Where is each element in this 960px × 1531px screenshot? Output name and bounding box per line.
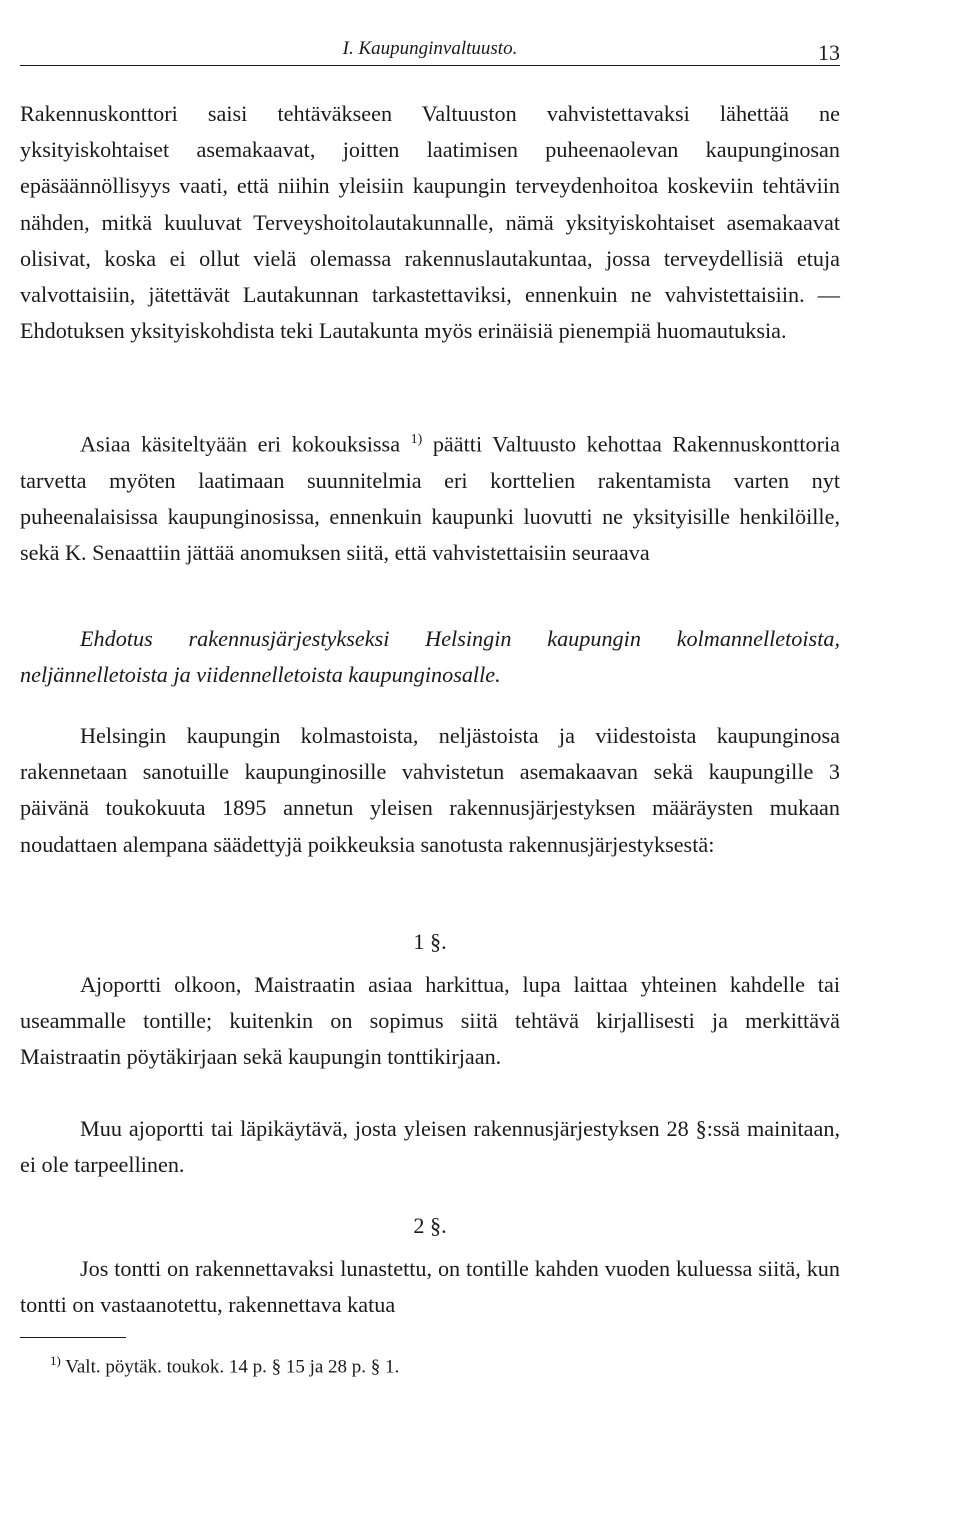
paragraph-6-text: Jos tontti on rakennettavaksi lunastettu, on tontille kahden vuoden kuluessa siitä, kun tontti on vastaanotettu, rakennettava katua [20,1256,840,1318]
paragraph-4 [20,967,840,1076]
footnote-rule [20,1337,126,1338]
section-heading-2: 2 §. [413,1213,447,1238]
paragraph-2-text-start: Asiaa käsiteltyään eri kokouksissa [80,431,401,457]
paragraph-2-text-end: päätti Valtuusto kehottaa Rakennuskonttoria tarvetta myöten laatimaan suunnitelmia eri korttelien rakentamista varten nyt puheenalaisissa kaupunginosissa, ennenkuin kaupunki luovutti ne yksityisille henkilöille, sekä K. Senaattiin jättää anomuksen siitä, että vahvistettaisiin seuraava [20,431,840,565]
footnote-text: Valt. pöytäk. toukok. 14 p. § 15 ja 28 p. § 1. [60,1356,400,1378]
proposal-title [20,621,840,693]
running-head: I. Kaupunginvaltuusto. [342,38,518,59]
paragraph-5-text: Muu ajoportti tai läpikäytävä, josta yleisen rakennusjärjestyksen 28 §:ssä mainitaan, ei ole tarpeellinen. [20,1116,840,1178]
header-rule [20,65,840,66]
paragraph-5 [20,1111,840,1183]
paragraph-3 [20,718,840,863]
proposal-title-text: Ehdotus rakennusjärjestykseksi Helsingin kaupungin kolmannelletoista, neljännelletoista ja viidennelletoista kaupunginosalle. [20,626,840,688]
footnote [50,1346,399,1382]
section-heading-1: 1 §. [413,929,447,954]
page-number: 13 [818,40,840,65]
footnote-mark: 1) [50,1353,61,1368]
paragraph-1 [20,96,840,349]
paragraph-3-text: Helsingin kaupungin kolmastoista, neljästoista ja viidestoista kaupunginosa rakennetaan sanotuille kaupunginosille vahvistetun asemakaavan sekä kaupungille 3 päivänä toukokuuta 1895 annetun yleisen rakennusjärjestyksen määräysten mukaan noudattaen alempana säädettyjä poikkeuksia sanotusta rakennusjärjestyksestä: [20,723,840,857]
paragraph-1-text: Rakennuskonttori saisi tehtäväkseen Valtuuston vahvistettavaksi lähettää ne yksityiskohtaiset asemakaavat, joitten laatimisen puheenaolevan kaupunginosan epäsäännöllisyys vaati, että niihin yleisiin kaupungin terveydenhoitoa koskeviin tehtäviin nähden, mitkä kuuluvat Terveyshoitolautakunnalle, nämä yksityiskohtaiset asemakaavat olisivat, koska ei ollut vielä olemassa rakennuslautakuntaa, jossa terveydellisiä etuja valvottaisiin, jätettävät Lautakunnan tarkastettaviksi, ennenkuin ne vahvistettaisiin. — Ehdotuksen yksityiskohdista teki Lautakunta myös erinäisiä pienempiä huomautuksia. [20,101,840,344]
paragraph-4-text: Ajoportti olkoon, Maistraatin asiaa harkittua, lupa laittaa yhteinen kahdelle tai useammalle tontille; kuitenkin on sopimus siitä tehtävä kirjallisesti ja merkittävä Maistraatin pöytäkirjaan sekä kaupungin tonttikirjaan. [20,972,840,1070]
paragraph-6 [20,1251,840,1323]
footnote-reference: 1) [410,432,423,447]
paragraph-2 [20,422,840,571]
page-header [20,34,840,66]
